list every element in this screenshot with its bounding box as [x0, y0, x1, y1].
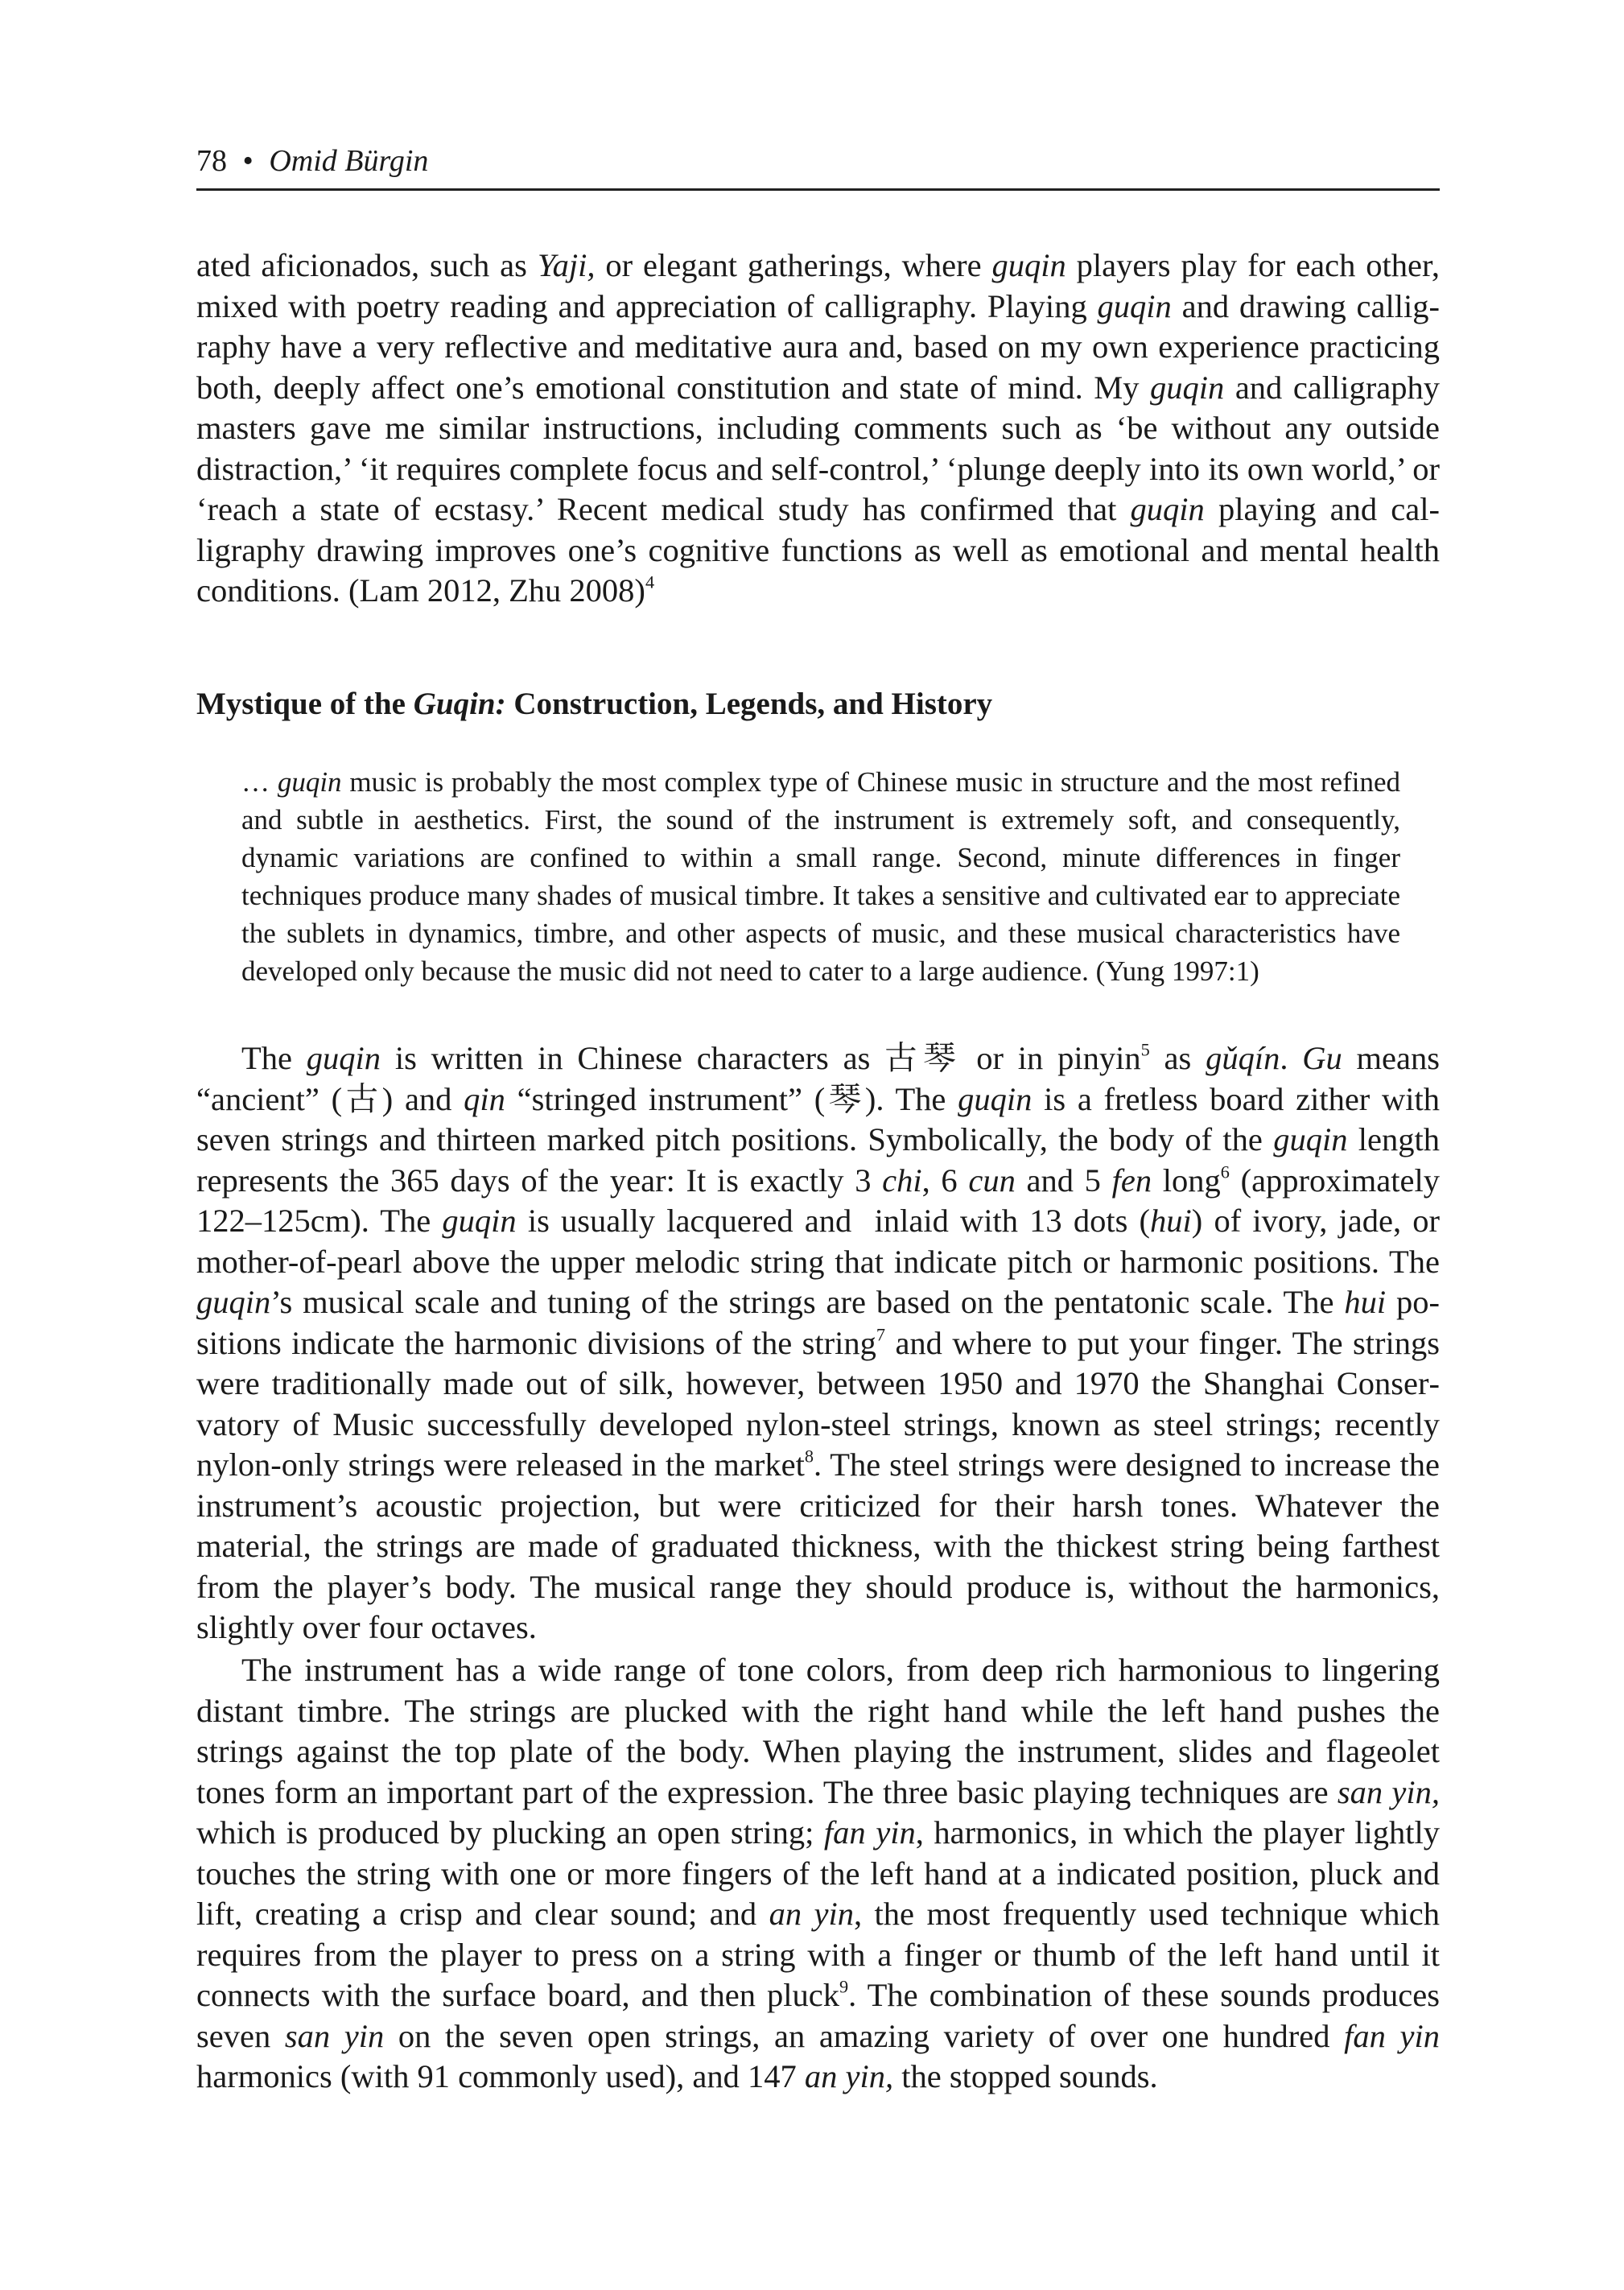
- author-name: Omid Bürgin: [269, 144, 429, 178]
- running-header: [196, 143, 1440, 179]
- body-paragraph-1: ated aficionados, such as Yaji, or elegant gatherings, where guqin players play for each other, mixed with poetry reading and appreciation of calligraphy. Playing guqin and drawing calligraphy have a very reflective and meditative aura and, based on my own experience practicing both, deeply affect one’s emotional constitution and state of mind. My guqin and calligraphy masters gave me similar instructions, including comments such as ‘be without any outside distraction,’ ‘it requires complete focus and self-control,’ ‘plunge deeply into its own world,’ or ‘reach a state of ecstasy.’ Recent medical study has confirmed that guqin playing and calligraphy drawing improves one’s cognitive functions as well as emotional and mental health conditions. (Lam 2012, Zhu 2008)$^4$: [196, 247, 1440, 609]
- body-paragraph-3: The instrument has a wide range of tone colors, from deep rich harmonious to lingering distant timbre. The strings are plucked with the right hand while the left hand pushes the strings against the top plate of the body. When playing the instrument, slides and flageolet tones form an important part of the expression. The three basic playing techniques are san yin, which is produced by plucking an open string; fan yin, harmonics, in which the player lightly touches the string with one or more fingers of the left hand at a indicated position, pluck and lift, creating a crisp and clear sound; and an yin, the most frequently used technique which requires from the player to press on a string with a finger or thumb of the left hand until it connects with the surface board, and then pluck$^9$. The combination of these sounds produces seven san yin on the seven open strings, an amazing variety of over one hundred fan yin harmonics (with 91 commonly used), and 147 an yin, the stopped sounds.: [196, 1652, 1441, 2094]
- page-number: 78: [196, 144, 227, 178]
- header-rule: [196, 188, 1440, 191]
- header-bullet: •: [242, 144, 253, 178]
- block-quote: … guqin music is probably the most complex type of Chinese music in structure and the most refined and subtle in aesthetics. First, the sound of the instrument is extremely soft, and consequently, dynamic variations are confined to within a small range. Second, minute differences in finger techniques produce many shades of musical timbre. It takes a sensitive and cultivated ear to appreciate the sublets in dynamics, timbre, and other aspects of music, and these musical characteristics have developed only because the music did not need to cater to a large audience. (Yung 1997:1): [241, 766, 1401, 987]
- body-paragraph-2: The guqin is written in Chinese characters as 古琴 or in pinyin$^5$ as gǔqín. Gu means “ancient” (古) and qin “stringed instrument” (琴). The guqin is a fretless board zither with seven strings and thirteen marked pitch positions. Symbolically, the body of the guqin length represents the 365 days of the year: It is exactly 3 chi, 6 cun and 5 fen long$^6$ (approximately 122–125cm). The guqin is usually lacquered and inlaid with 13 dots (hui) of ivory, jade, or mother-of-pearl above the upper melodic string that indicate pitch or harmonic positions. The guqin’s musical scale and tuning of the strings are based on the pentatonic scale. The hui positions indicate the harmonic divisions of the string$^7$ and where to put your finger. The strings were traditionally made out of silk, however, between 1950 and 1970 the Shanghai Conservatory of Music successfully developed nylon-steel strings, known as steel strings; recently nylon-only strings were released in the market$^8$. The steel strings were designed to increase the instrument’s acoustic projection, but were criticized for their harsh tones. Whatever the material, the strings are made of graduated thickness, with the thickest string being farthest from the player’s body. The musical range they should produce is, without the harmonics, slightly over four octaves.: [196, 1039, 1441, 1645]
- section-heading: Mystique of the Guqin: Construction, Legends, and History: [196, 687, 993, 721]
